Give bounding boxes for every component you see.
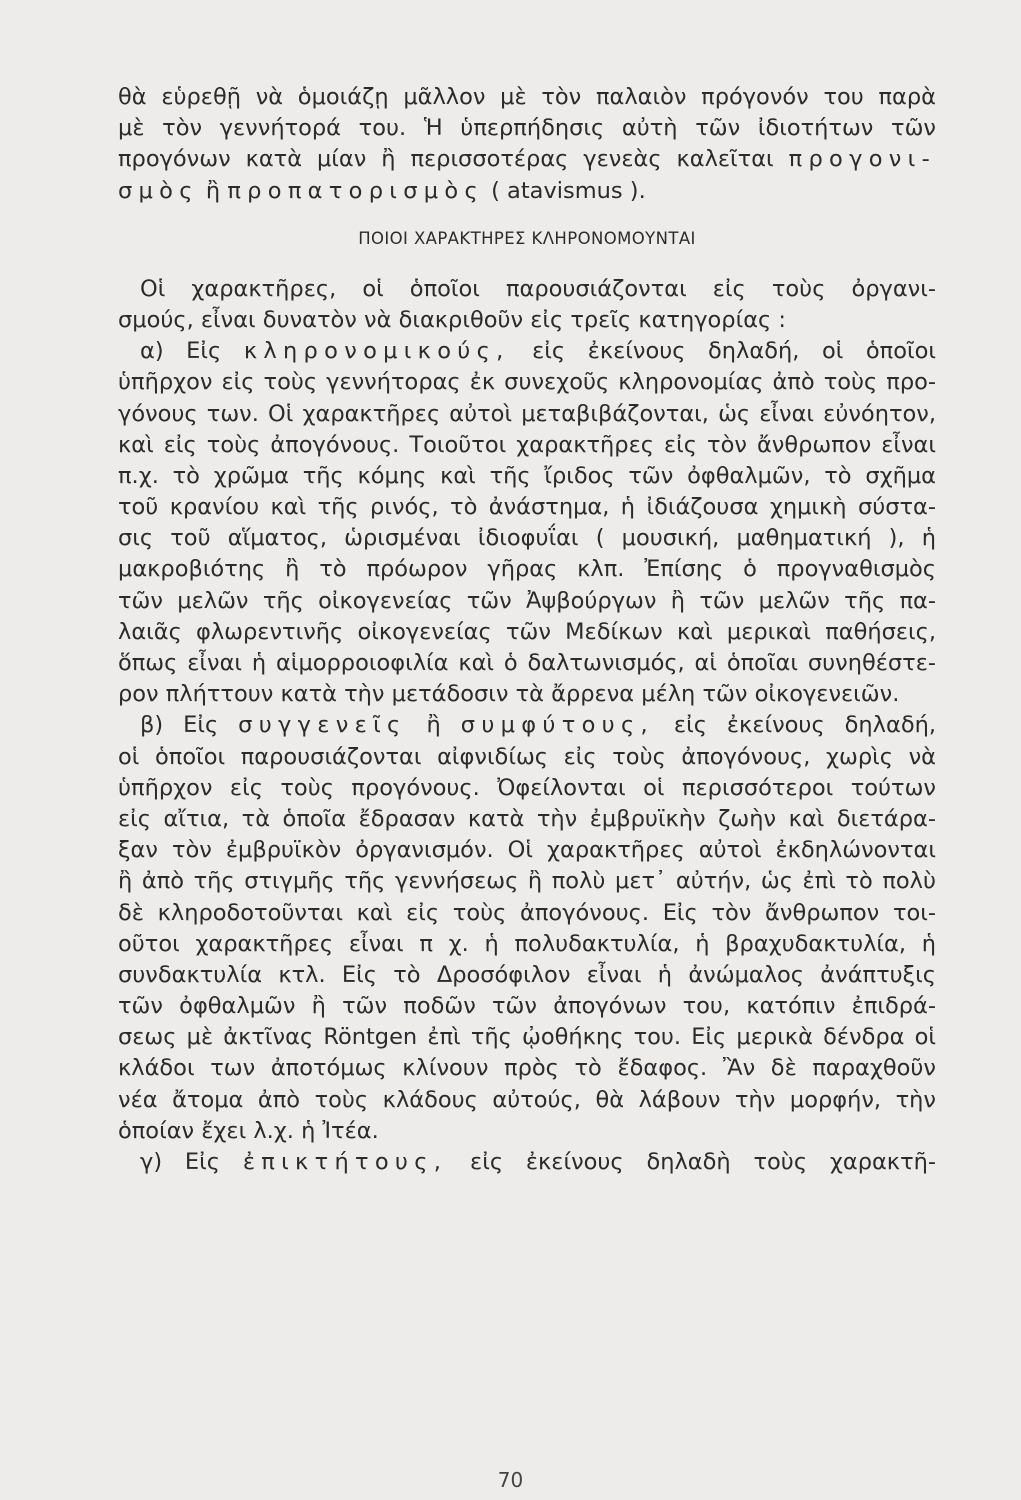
text-line: σμὸς ἢ προπατορισμὸς ( atavismus ). (118, 177, 646, 204)
text-line: δὲ κληροδοτοῦνται καὶ εἰς τοὺς ἀπογόνους. Εἰς τὸν ἄνθρωπον τοι- (118, 899, 936, 926)
text-line: σεως μὲ ἀκτῖνας Röntgen ἐπὶ τῆς ᾠοθήκης του. Εἰς μερικὰ δένδρα οἱ (118, 1024, 936, 1051)
paragraph-categories (118, 274, 936, 336)
text-line: ὅπως εἶναι ἡ αἱμορροιοφιλία καὶ ὁ δαλτωνισμός, αἱ ὁποῖαι συνηθέστε- (118, 650, 936, 676)
section-heading: ΠΟΙΟΙ ΧΑΡΑΚΤΗΡΕΣ ΚΛΗΡΟΝΟΜΟΥΝΤΑΙ (358, 228, 696, 248)
text-line: ρον πλήττουν κατὰ τὴν μετάδοσιν τὰ ἄρρενα μέλη τῶν οἰκογενειῶν. (118, 681, 900, 708)
spaced-term: συγγενεῖς (238, 712, 407, 739)
text-line: ὑπῆρχον εἰς τοὺς προγόνους. Ὀφείλονται οἱ περισσότεροι τούτων (118, 774, 936, 801)
text-line: τῶν μελῶν τῆς οἰκογενείας τῶν Ἀψβούργων ἢ τῶν μελῶν τῆς πα- (118, 587, 936, 614)
text-line: καὶ εἰς τοὺς ἀπογόνους. Τοιοῦτοι χαρακτῆρες εἰς τὸν ἄνθρωπον εἶναι (118, 431, 936, 458)
spaced-term: προπατορισμὸς (227, 177, 484, 204)
page-body (118, 82, 936, 1178)
text-line: τῶν ὀφθαλμῶν ἢ τῶν ποδῶν τῶν ἀπογόνων του, κατόπιν ἐπιδρά- (118, 993, 936, 1020)
text-line: σις τοῦ αἵματος, ὡρισμέναι ἰδιοφυΐαι ( μουσική, μαθηματική ), ἡ (118, 525, 936, 552)
text-line: κλάδοι των ἀποτόμως κλίνουν πρὸς τὸ ἔδαφος. Ἂν δὲ παραχθοῦν (118, 1055, 936, 1082)
text-line: νέα ἄτομα ἀπὸ τοὺς κλάδους αὐτούς, θὰ λάβουν τὴν μορφήν, τὴν (118, 1086, 936, 1113)
spaced-term: κληρονομικούς, (243, 338, 510, 365)
text-line: εἰς αἴτια, τὰ ὁποῖα ἔδρασαν κατὰ τὴν ἐμβρυϊκὴν ζωὴν καὶ διετάρα- (118, 805, 936, 832)
text-line: ἢ ἀπὸ τῆς στιγμῆς τῆς γεννήσεως ἢ πολὺ μετ᾽ αὐτήν, ὡς ἐπὶ τὸ πολὺ (118, 868, 936, 895)
spaced-term: συμφύτους, (460, 712, 654, 739)
spaced-term: προγονι- (788, 146, 936, 173)
text-line: τοῦ κρανίου καὶ τῆς ρινός, τὸ ἀνάστημα, ἡ ἰδιάζουσα χημικὴ σύστα- (118, 494, 936, 521)
text-line: μὲ τὸν γεννήτορά του. Ἡ ὑπερπήδησις αὐτὴ τῶν ἰδιοτήτων τῶν (118, 115, 936, 142)
text-line: γόνους των. Οἱ χαρακτῆρες αὐτοὶ μεταβιβάζονται, ὡς εἶναι εὐνόητον, (118, 400, 936, 427)
text-line: Οἱ χαρακτῆρες, οἱ ὁποῖοι παρουσιάζονται εἰς τοὺς ὀργανι- (140, 275, 936, 302)
text-line: α) Εἰς κληρονομικούς, εἰς ἐκείνους δηλαδή, οἱ ὁποῖοι (140, 338, 936, 365)
text-line: λαιᾶς φλωρεντινῆς οἰκογενείας τῶν Μεδίκων καὶ μερικαὶ παθήσεις, (118, 618, 936, 645)
text-line: προγόνων κατὰ μίαν ἢ περισσοτέρας γενεὰς καλεῖται προγονι- (118, 146, 936, 173)
text-line: γ) Εἰς ἐπικτήτους, εἰς ἐκείνους δηλαδὴ τοὺς χαρακτῆ- (140, 1149, 936, 1175)
spaced-term: σμὸς (118, 177, 199, 204)
text-line: β) Εἰς συγγενεῖς ἢ συμφύτους, εἰς ἐκείνους δηλαδή, (140, 712, 936, 739)
text-line: ξαν τὸν ἐμβρυϊκὸν ὀργανισμόν. Οἱ χαρακτῆρες αὐτοὶ ἐκδηλώνονται (118, 837, 936, 864)
paragraph-acquired (118, 1147, 936, 1178)
spaced-term: ἐπικτήτους, (242, 1149, 448, 1175)
paragraph-intro (118, 82, 936, 207)
text-line: θὰ εὑρεθῇ νὰ ὁμοιάζῃ μᾶλλον μὲ τὸν παλαιὸν πρόγονόν του παρὰ (118, 84, 936, 110)
text-line: μακροβιότης ἢ τὸ πρόωρον γῆρας κλπ. Ἐπίσης ὁ προγναθισμὸς (118, 556, 936, 583)
text-line: π.χ. τὸ χρῶμα τῆς κόμης καὶ τῆς ἴριδος τῶν ὀφθαλμῶν, τὸ σχῆμα (118, 462, 936, 489)
text-line: οἱ ὁποῖοι παρουσιάζονται αἰφνιδίως εἰς τοὺς ἀπογόνους, χωρὶς νὰ (118, 743, 936, 770)
text-line: οῦτοι χαρακτῆρες εἶναι π χ. ἡ πολυδακτυλία, ἡ βραχυδακτυλία, ἡ (118, 930, 936, 957)
text-line: ὁποίαν ἔχει λ.χ. ἡ Ἰτέα. (118, 1117, 379, 1144)
text-line: συνδακτυλία κτλ. Εἰς τὸ Δροσόφιλον εἶναι ἡ ἀνώμαλος ἀνάπτυξις (118, 961, 936, 988)
text-line: ὑπῆρχον εἰς τοὺς γεννήτορας ἐκ συνεχοῦς κληρονομίας ἀπὸ τοὺς προ- (118, 369, 936, 396)
page-number: 70 (497, 1468, 524, 1492)
paragraph-congenital (118, 710, 936, 1147)
paragraph-hereditary (118, 336, 936, 710)
text-line: σμούς, εἶναι δυνατὸν νὰ διακριθοῦν εἰς τρεῖς κατηγορίας : (118, 306, 786, 333)
